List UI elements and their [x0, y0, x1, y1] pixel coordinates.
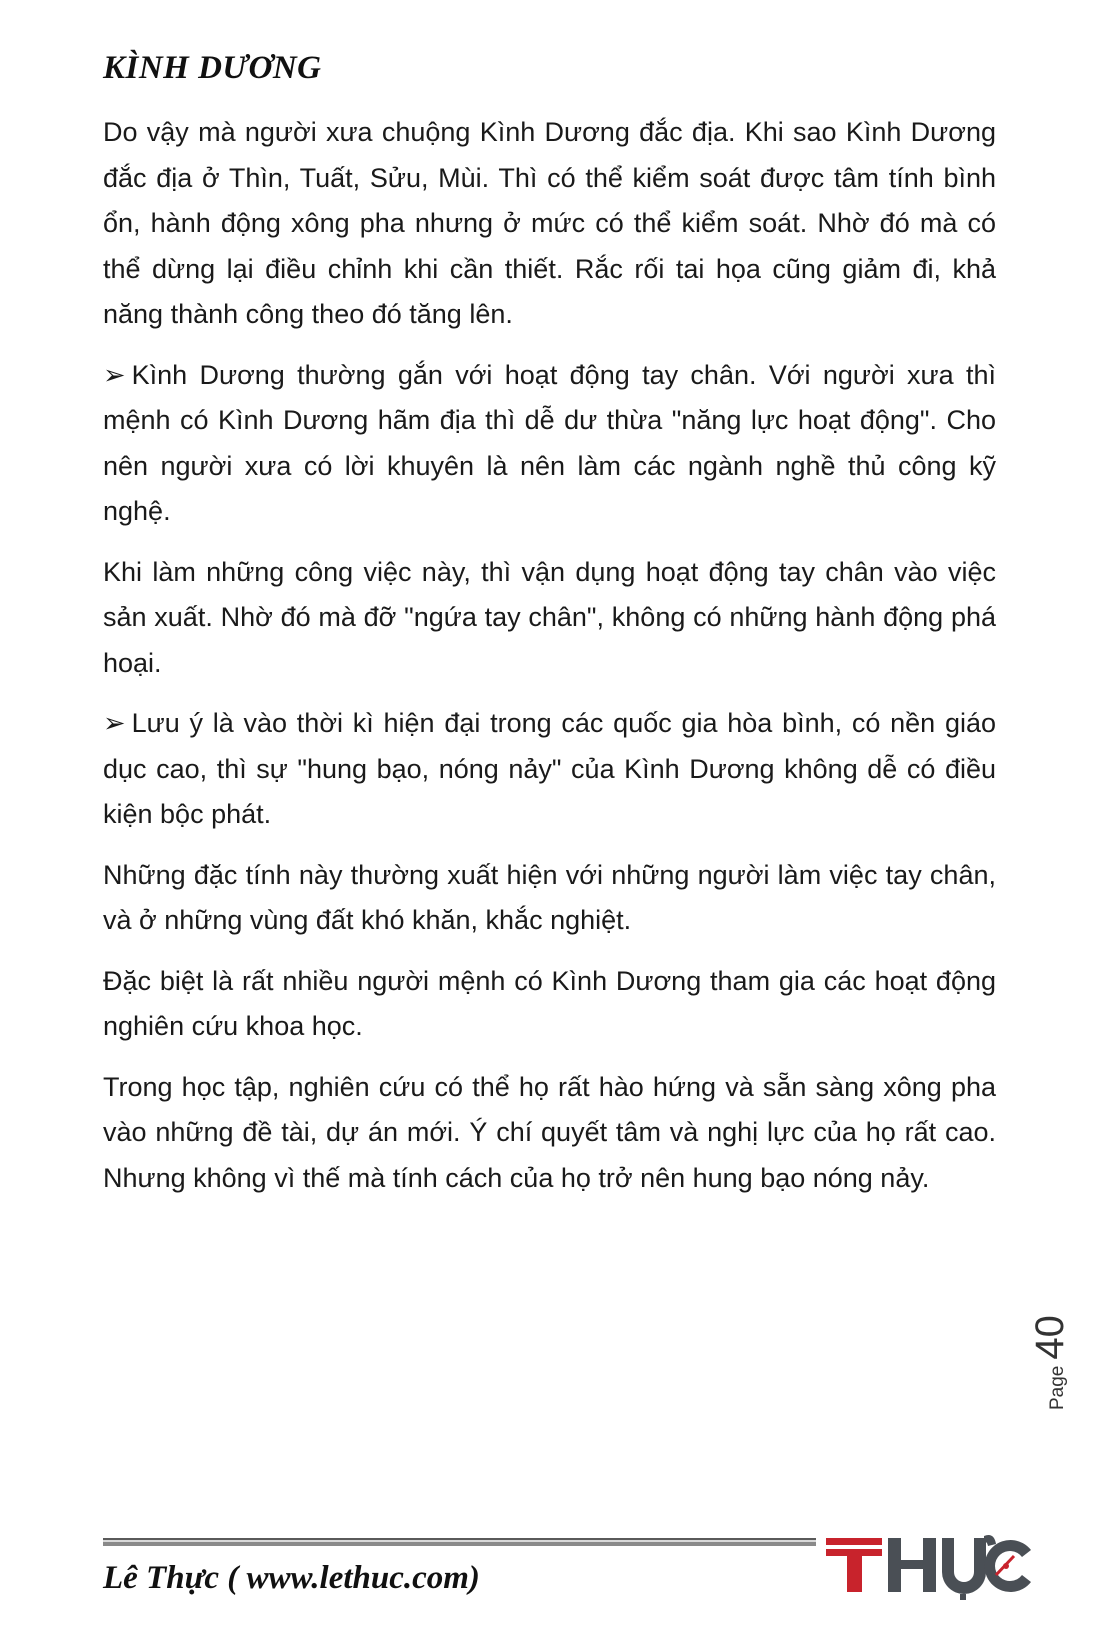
paragraph	[103, 110, 996, 338]
paragraph	[103, 1065, 996, 1202]
paragraph	[103, 853, 996, 944]
page-label: Page	[1047, 1365, 1068, 1410]
footer-divider	[103, 1538, 816, 1546]
paragraph-text: Khi làm những công việc này, thì vận dụng hoạt động tay chân vào việc sản xuất. Nhờ đó mà đỡ "ngứa tay chân", không có những hành động phá hoại.	[103, 556, 996, 678]
thuc-logo	[826, 1530, 1036, 1602]
paragraph-text: Lưu ý là vào thời kì hiện đại trong các quốc gia hòa bình, có nền giáo dục cao, thì sự "hung bạo, nóng nảy" của Kình Dương không dễ có điều kiện bộc phát.	[103, 708, 996, 829]
page-number-value: 40	[1028, 1315, 1072, 1360]
paragraph-text: Kình Dương thường gắn với hoạt động tay chân. Với người xưa thì mệnh có Kình Dương hãm địa thì dễ dư thừa "năng lực hoạt động". Cho nên người xưa có lời khuyên là nên làm các ngành nghề thủ công kỹ nghệ.	[103, 359, 996, 526]
bullet-paragraph	[103, 701, 996, 838]
arrow-bullet-icon: ➢	[103, 359, 126, 390]
paragraph	[103, 550, 996, 687]
section-heading: KÌNH DƯƠNG	[103, 50, 322, 86]
bullet-paragraph	[103, 353, 996, 535]
paragraph-text: Trong học tập, nghiên cứu có thể họ rất hào hứng và sẵn sàng xông pha vào những đề tài, dự án mới. Ý chí quyết tâm và nghị lực của họ rất cao. Nhưng không vì thế mà tính cách của họ trở nên hung bạo nóng nảy.	[103, 1071, 996, 1193]
footer-author: Lê Thực ( www.lethuc.com)	[103, 1560, 480, 1596]
paragraph-text: Những đặc tính này thường xuất hiện với những người làm việc tay chân, và ở những vùng đất khó khăn, khắc nghiệt.	[103, 859, 996, 935]
paragraph-text: Đặc biệt là rất nhiều người mệnh có Kình Dương tham gia các hoạt động nghiên cứu khoa học.	[103, 965, 996, 1041]
paragraph	[103, 959, 996, 1050]
page-number	[1028, 1315, 1073, 1410]
arrow-bullet-icon: ➢	[103, 708, 126, 738]
body-text	[103, 110, 996, 1216]
paragraph-text: Do vậy mà người xưa chuộng Kình Dương đắc địa. Khi sao Kình Dương đắc địa ở Thìn, Tuất, Sửu, Mùi. Thì có thể kiểm soát được tâm tính bình ổn, hành động xông pha nhưng ở mức có thể kiểm soát. Nhờ đó mà có thể dừng lại điều chỉnh khi cần thiết. Rắc rối tai họa cũng giảm đi, khả năng thành công theo đó tăng lên.	[103, 117, 996, 329]
